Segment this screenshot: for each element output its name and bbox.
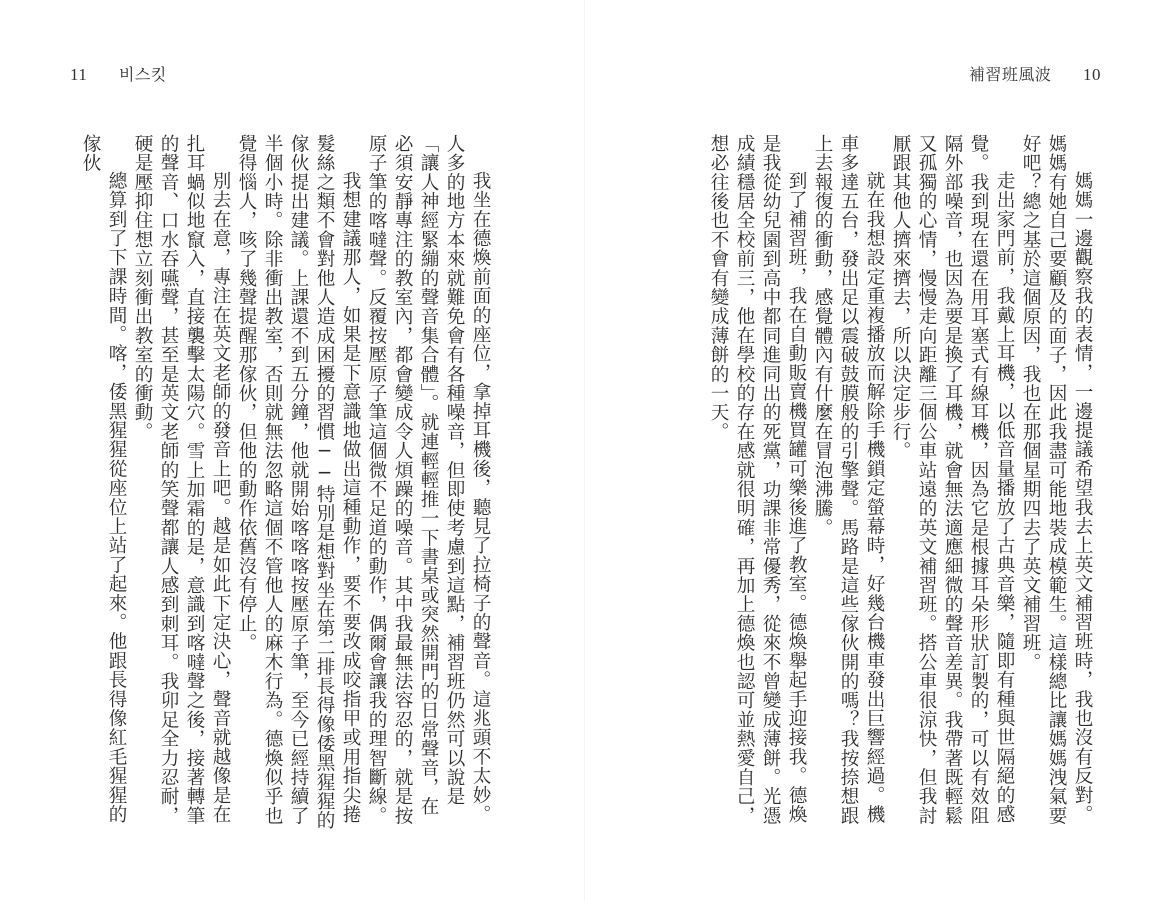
left-running-title: 비스킷 <box>118 65 167 84</box>
paragraph: 別去在意，專注在英文老師的發音上吧。越是如此下定決心，聲音就越像是在扎耳蝸似地竄入，直接襲擊太陽穴。雪上加霜的是，意識到喀噠聲之後，接著轉筆的聲音、口水吞嚥聲，甚至是英文老師的笑聲都讓人感到刺耳。我卯足全力忍耐，硬是壓抑住想立刻衝出教室的衝動。 <box>132 134 231 826</box>
paragraph: 我坐在德煥前面的座位，拿掉耳機後，聽見了拉椅子的聲音。這兆頭不太妙。人多的地方本來就難免會有各種噪音，但即使考慮到這點，補習班仍然可以說是「讓人神經緊繃的聲音集合體」。就連輕輕推一下書桌或突然開門的日常聲音，在必須安靜專注的教室內，都會變成令人煩躁的噪音。其中我最無法容忍的，就是按原子筆的喀噠聲。反覆按壓原子筆這個微不足道的動作，偶爾會讓我的理智斷線。 <box>366 134 491 826</box>
left-page-number: 11 <box>70 65 88 84</box>
paragraph: 我想建議那人，如果是下意識地做出這種動作，要不要改成咬指甲或用指尖捲髮絲之類不會對他人造成困擾的習慣──特別是想對坐在第二排長得像倭黑猩猩的傢伙提出建議。上課還不到五分鐘，他就開始喀喀喀按壓原子筆，至今已經持續了半個小時。除非衝出教室，否則就無法忽略這個不管他人的麻木行為。德煥似乎也覺得惱人，咳了幾聲提醒那傢伙，但他的動作依舊沒有停止。 <box>236 134 361 830</box>
left-running-header <box>70 62 167 85</box>
paragraph: 總算到了下課時間。喀，倭黑猩猩從座位上站了起來。他跟長得像紅毛猩猩的傢伙 <box>80 134 127 824</box>
right-body-text <box>685 134 1095 834</box>
right-page-number: 10 <box>1083 65 1101 84</box>
right-running-header <box>969 62 1101 85</box>
right-page <box>584 0 1169 900</box>
left-body-text <box>80 134 493 834</box>
right-running-title: 補習班風波 <box>968 65 1052 84</box>
paragraph: 到了補習班，我在自動販賣機買罐可樂後進了教室。德煥舉起手迎接我。德煥是我從幼兒園到高中都同進同出的死黨，功課非常優秀，從來不曾變成薄餅。光憑成績穩居全校前三，他在學校的存在感就很明確，再加上德煥也認可並熱愛自己，想必往後也不會有變成薄餅的一天。 <box>708 134 807 826</box>
paragraph: 媽媽一邊觀察我的表情，一邊提議希望我去上英文補習班時，我也沒有反對。媽媽有她自己要顧及的面子，因此我盡可能地裝成模範生。這樣總比讓媽媽洩氣要好吧？總之基於這個原因，我也在那個星期四去了英文補習班。 <box>1020 134 1093 826</box>
paragraph: 就在我想設定重複播放而解除手機鎖定螢幕時，好幾台機車發出巨響經過。機車多達五台，發出足以震破鼓膜般的引擎聲。馬路是這些傢伙開的嗎？我按捺想跟上去報復的衝動，感覺體內有什麼在冒泡沸騰。 <box>812 134 885 826</box>
paragraph: 走出家門前，我戴上耳機，以低音量播放了古典音樂，隨即有種與世隔絕的感覺。我到現在還在用耳塞式有線耳機，因為它是根據耳朵形狀訂製的，可以有效阻隔外部噪音，也因為要是換了耳機，就會無法適應細微的聲音差異。我帶著既輕鬆又孤獨的心情，慢慢走向距離三個公車站遠的英文補習班。搭公車很涼快，但我討厭跟其他人擠來擠去，所以決定步行。 <box>890 134 1015 826</box>
